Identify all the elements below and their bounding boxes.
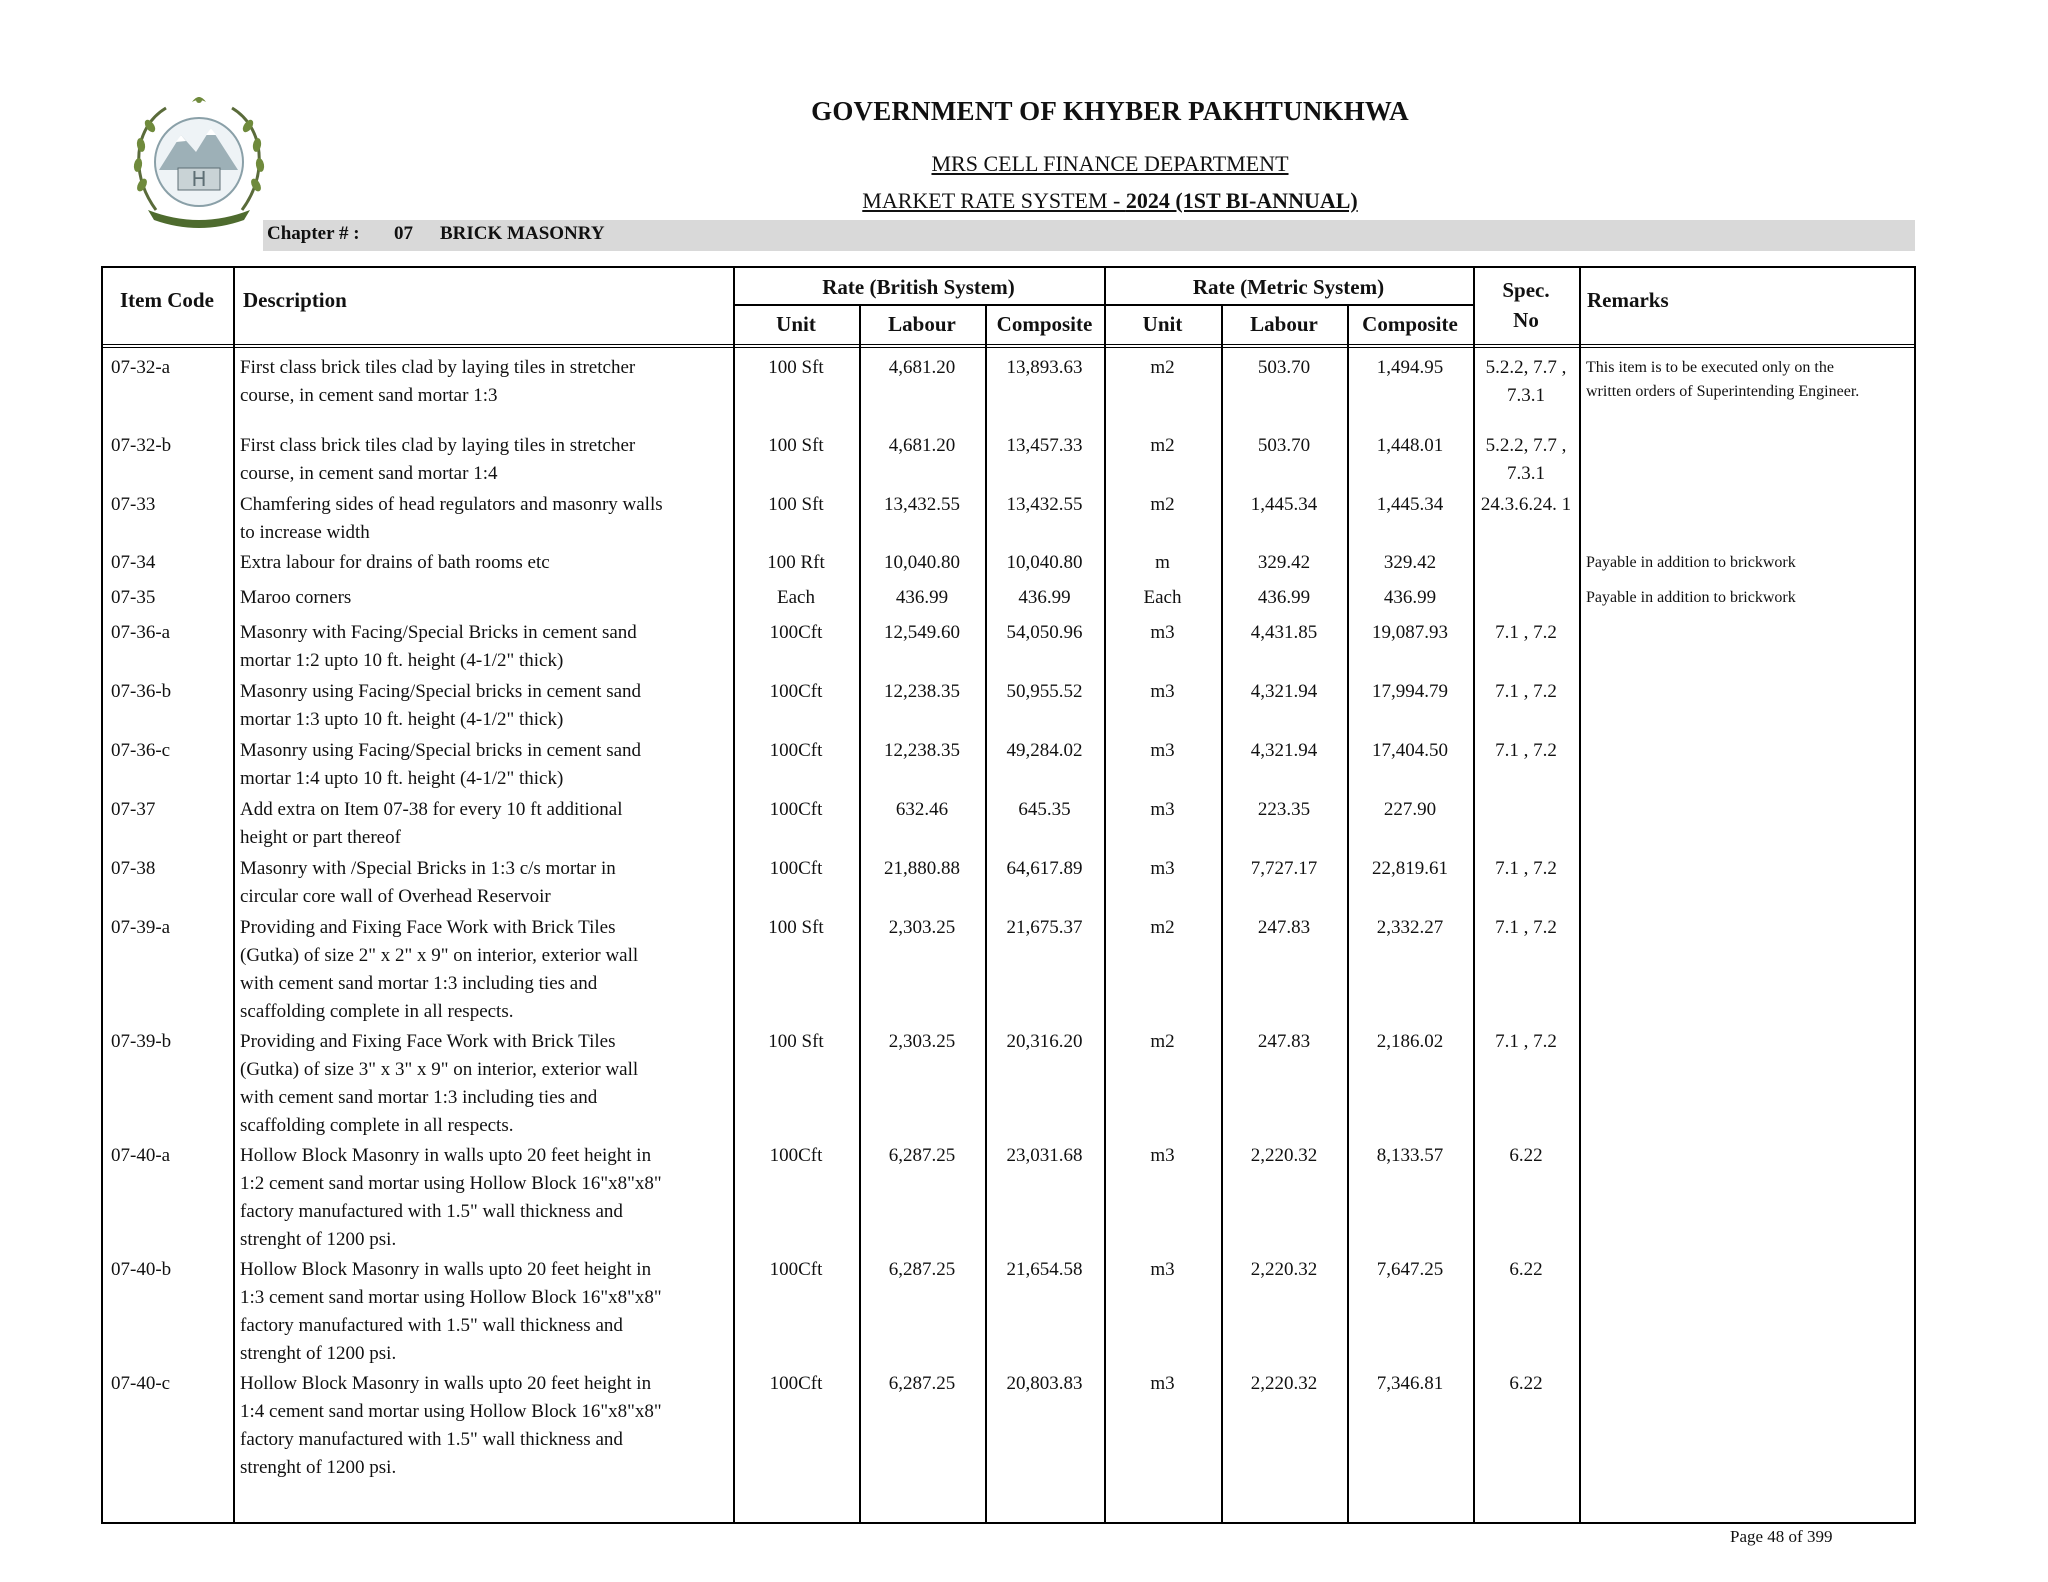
british-composite: 21,654.58 [1006, 1259, 1083, 1280]
col-item-code: Item Code [120, 288, 214, 312]
british-unit: 100Cft [769, 681, 823, 702]
column-divider [859, 304, 861, 1522]
metric-labour: 2,220.32 [1250, 1373, 1318, 1394]
metric-composite: 227.90 [1383, 799, 1437, 820]
kp-government-emblem-logo [126, 90, 272, 230]
remarks: Payable in addition to brickwork [1586, 589, 1796, 606]
spec-no: 7.1 , 7.2 [1495, 1031, 1557, 1052]
british-composite: 13,432.55 [1006, 494, 1083, 515]
department-name: MRS CELL FINANCE DEPARTMENT [931, 151, 1289, 176]
item-code: 07-33 [111, 494, 156, 515]
metric-composite: 22,819.61 [1372, 858, 1448, 879]
item-code: 07-36-a [111, 622, 171, 643]
item-description: Providing and Fixing Face Work with Brick Tiles (Gutka) of size 3" x 3" x 9" on interior, exterior wall with cement sand mortar 1:3 including ties and scaffolding complete in all respects. [240, 1031, 639, 1136]
item-description: Masonry with Facing/Special Bricks in cement sand mortar 1:2 upto 10 ft. height (4-1/2" thick) [240, 622, 637, 671]
british-labour: 6,287.25 [888, 1259, 956, 1280]
british-group-divider [733, 304, 1104, 306]
spec-no: 7.1 , 7.2 [1495, 681, 1557, 702]
metric-composite: 2,186.02 [1376, 1031, 1444, 1052]
metric-labour: 223.35 [1257, 799, 1311, 820]
british-unit: 100Cft [769, 858, 823, 879]
market-rate-system-heading [560, 188, 1660, 214]
item-description: First class brick tiles clad by laying tiles in stretcher course, in cement sand mortar 1:3 [240, 357, 636, 406]
item-description: Hollow Block Masonry in walls upto 20 feet height in 1:3 cement sand mortar using Hollow Block 16"x8"x8" factory manufactured with 1.5" wall thickness and strenght of 1200 psi. [240, 1259, 662, 1364]
british-composite: 20,316.20 [1006, 1031, 1083, 1052]
metric-composite: 17,994.79 [1372, 681, 1448, 702]
british-labour: 13,432.55 [884, 494, 960, 515]
chapter-bar [263, 220, 1915, 251]
col-remarks: Remarks [1587, 288, 1669, 312]
column-divider [1473, 268, 1475, 1522]
column-divider [1221, 304, 1223, 1522]
metric-unit: Each [1143, 587, 1182, 608]
item-code: 07-35 [111, 587, 156, 608]
metric-composite: 1,448.01 [1376, 435, 1444, 456]
british-composite: 20,803.83 [1006, 1373, 1083, 1394]
british-composite: 13,893.63 [1006, 357, 1083, 378]
spec-no: 5.2.2, 7.7 , 7.3.1 [1485, 435, 1567, 484]
col-british-group: Rate (British System) [822, 275, 1015, 299]
col-metric-composite: Composite [1362, 312, 1458, 336]
british-unit: 100 Sft [768, 917, 824, 938]
metric-labour: 4,321.94 [1250, 681, 1318, 702]
british-unit: 100Cft [769, 1145, 823, 1166]
british-labour: 12,238.35 [884, 681, 960, 702]
remarks: Payable in addition to brickwork [1586, 554, 1796, 571]
metric-labour: 436.99 [1257, 587, 1311, 608]
remarks: This item is to be executed only on the written orders of Superintending Engineer. [1586, 359, 1860, 400]
item-code: 07-36-c [111, 740, 171, 761]
british-unit: 100 Sft [768, 1031, 824, 1052]
metric-unit: m2 [1150, 1031, 1175, 1052]
spec-no: 6.22 [1509, 1373, 1543, 1394]
col-british-unit: Unit [776, 312, 816, 336]
item-description: Hollow Block Masonry in walls upto 20 feet height in 1:4 cement sand mortar using Hollow Block 16"x8"x8" factory manufactured with 1.5" wall thickness and strenght of 1200 psi. [240, 1373, 662, 1478]
metric-composite: 7,346.81 [1376, 1373, 1444, 1394]
british-composite: 50,955.52 [1006, 681, 1083, 702]
spec-no: 6.22 [1509, 1259, 1543, 1280]
british-labour: 4,681.20 [888, 357, 956, 378]
metric-unit: m3 [1150, 1259, 1175, 1280]
metric-composite: 17,404.50 [1372, 740, 1448, 761]
page-title: GOVERNMENT OF KHYBER PAKHTUNKHWA [811, 96, 1409, 126]
metric-labour: 503.70 [1257, 357, 1311, 378]
header-bottom-rule [103, 344, 1914, 348]
metric-labour: 2,220.32 [1250, 1259, 1318, 1280]
metric-composite: 8,133.57 [1376, 1145, 1444, 1166]
british-composite: 10,040.80 [1006, 552, 1083, 573]
market-rate-system-year: 2024 (1ST BI-ANNUAL) [1125, 188, 1358, 213]
british-unit: 100 Sft [768, 435, 824, 456]
british-unit: 100Cft [769, 740, 823, 761]
metric-unit: m3 [1150, 681, 1175, 702]
spec-no: 7.1 , 7.2 [1495, 858, 1557, 879]
metric-unit: m3 [1150, 622, 1175, 643]
british-composite: 21,675.37 [1006, 917, 1083, 938]
item-code: 07-40-c [111, 1373, 171, 1394]
item-description: Masonry using Facing/Special bricks in cement sand mortar 1:4 upto 10 ft. height (4-1/2" thick) [240, 740, 642, 789]
metric-unit: m3 [1150, 1145, 1175, 1166]
col-british-labour: Labour [888, 312, 956, 336]
metric-labour: 2,220.32 [1250, 1145, 1318, 1166]
item-code: 07-34 [111, 552, 156, 573]
col-metric-labour: Labour [1250, 312, 1318, 336]
col-metric-group: Rate (Metric System) [1192, 275, 1385, 299]
british-composite: 64,617.89 [1006, 858, 1083, 879]
item-code: 07-40-b [111, 1259, 172, 1280]
col-spec-label: Spec. [1502, 278, 1550, 302]
chapter-number: 07 [394, 223, 413, 244]
item-description: Masonry using Facing/Special bricks in cement sand mortar 1:3 upto 10 ft. height (4-1/2" thick) [240, 681, 642, 730]
spec-no: 7.1 , 7.2 [1495, 622, 1557, 643]
item-description: Hollow Block Masonry in walls upto 20 feet height in 1:2 cement sand mortar using Hollow Block 16"x8"x8" factory manufactured with 1.5" wall thickness and strenght of 1200 psi. [240, 1145, 662, 1250]
metric-unit: m [1155, 552, 1170, 573]
british-composite: 54,050.96 [1006, 622, 1083, 643]
british-unit: 100Cft [769, 622, 823, 643]
british-composite: 436.99 [1018, 587, 1071, 608]
item-description: Chamfering sides of head regulators and masonry walls to increase width [240, 494, 663, 543]
item-code: 07-36-b [111, 681, 172, 702]
column-divider [1579, 268, 1581, 1522]
metric-composite: 436.99 [1383, 587, 1437, 608]
item-code: 07-32-b [111, 435, 172, 456]
british-unit: 100Cft [769, 799, 823, 820]
metric-composite: 329.42 [1383, 552, 1437, 573]
item-code: 07-39-b [111, 1031, 172, 1052]
metric-unit: m3 [1150, 799, 1175, 820]
svg-text:H: H [191, 167, 207, 191]
page-number: Page 48 of 399 [1730, 1527, 1833, 1546]
item-description: Maroo corners [240, 587, 352, 608]
british-unit: 100 Rft [767, 552, 825, 573]
market-rate-system-prefix: MARKET RATE SYSTEM - [862, 188, 1126, 213]
chapter-name: BRICK MASONRY [440, 223, 605, 244]
metric-unit: m2 [1150, 917, 1175, 938]
item-code: 07-38 [111, 858, 156, 879]
british-labour: 632.46 [895, 799, 949, 820]
british-unit: 100Cft [769, 1259, 823, 1280]
spec-no: 7.1 , 7.2 [1495, 917, 1557, 938]
item-description: First class brick tiles clad by laying tiles in stretcher course, in cement sand mortar 1:4 [240, 435, 636, 484]
british-unit: 100 Sft [768, 494, 824, 515]
chapter-label: Chapter # : [267, 223, 360, 244]
item-description: Providing and Fixing Face Work with Brick Tiles (Gutka) of size 2" x 2" x 9" on interior, exterior wall with cement sand mortar 1:3 including ties and scaffolding complete in all respects. [240, 917, 639, 1022]
british-labour: 2,303.25 [888, 1031, 956, 1052]
metric-labour: 247.83 [1257, 917, 1311, 938]
british-labour: 21,880.88 [884, 858, 960, 879]
col-description: Description [243, 288, 347, 312]
col-spec-no-label: No [1513, 308, 1539, 332]
metric-unit: m3 [1150, 1373, 1175, 1394]
metric-composite: 2,332.27 [1376, 917, 1444, 938]
item-description: Add extra on Item 07-38 for every 10 ft additional height or part thereof [240, 799, 623, 848]
spec-no: 6.22 [1509, 1145, 1543, 1166]
metric-composite: 1,494.95 [1376, 357, 1444, 378]
spec-no: 7.1 , 7.2 [1495, 740, 1557, 761]
british-unit: Each [777, 587, 815, 608]
british-unit: 100Cft [769, 1373, 823, 1394]
metric-labour: 7,727.17 [1250, 858, 1318, 879]
british-labour: 2,303.25 [888, 917, 956, 938]
item-code: 07-37 [111, 799, 156, 820]
british-labour: 4,681.20 [888, 435, 956, 456]
item-description: Extra labour for drains of bath rooms etc [240, 552, 550, 573]
metric-labour: 329.42 [1257, 552, 1311, 573]
metric-unit: m3 [1150, 740, 1175, 761]
metric-unit: m2 [1150, 357, 1175, 378]
british-composite: 23,031.68 [1006, 1145, 1083, 1166]
metric-unit: m2 [1150, 494, 1175, 515]
column-divider [1347, 304, 1349, 1522]
metric-group-divider [1104, 304, 1473, 306]
col-british-composite: Composite [996, 312, 1093, 336]
item-code: 07-40-a [111, 1145, 171, 1166]
metric-labour: 247.83 [1257, 1031, 1311, 1052]
british-composite: 49,284.02 [1006, 740, 1083, 761]
british-labour: 6,287.25 [888, 1373, 956, 1394]
metric-composite: 7,647.25 [1376, 1259, 1444, 1280]
metric-composite: 1,445.34 [1376, 494, 1444, 515]
item-description: Masonry with /Special Bricks in 1:3 c/s mortar in circular core wall of Overhead Reservoir [240, 858, 616, 907]
british-labour: 436.99 [895, 587, 949, 608]
british-unit: 100 Sft [768, 357, 824, 378]
metric-composite: 19,087.93 [1372, 622, 1448, 643]
british-labour: 12,238.35 [884, 740, 960, 761]
british-labour: 12,549.60 [884, 622, 960, 643]
column-divider [985, 304, 987, 1522]
metric-unit: m2 [1150, 435, 1175, 456]
column-divider [233, 268, 235, 1522]
spec-no: 24.3.6.24. 1 [1480, 494, 1572, 515]
rates-table [101, 266, 1916, 1524]
british-composite: 13,457.33 [1006, 435, 1083, 456]
metric-labour: 503.70 [1257, 435, 1311, 456]
british-labour: 10,040.80 [884, 552, 960, 573]
metric-labour: 4,321.94 [1250, 740, 1318, 761]
col-metric-unit: Unit [1142, 312, 1183, 336]
item-code: 07-32-a [111, 357, 171, 378]
metric-unit: m3 [1150, 858, 1175, 879]
british-labour: 6,287.25 [888, 1145, 956, 1166]
british-composite: 645.35 [1018, 799, 1071, 820]
spec-no: 5.2.2, 7.7 , 7.3.1 [1485, 357, 1567, 406]
item-code: 07-39-a [111, 917, 171, 938]
metric-labour: 1,445.34 [1250, 494, 1318, 515]
metric-labour: 4,431.85 [1250, 622, 1318, 643]
